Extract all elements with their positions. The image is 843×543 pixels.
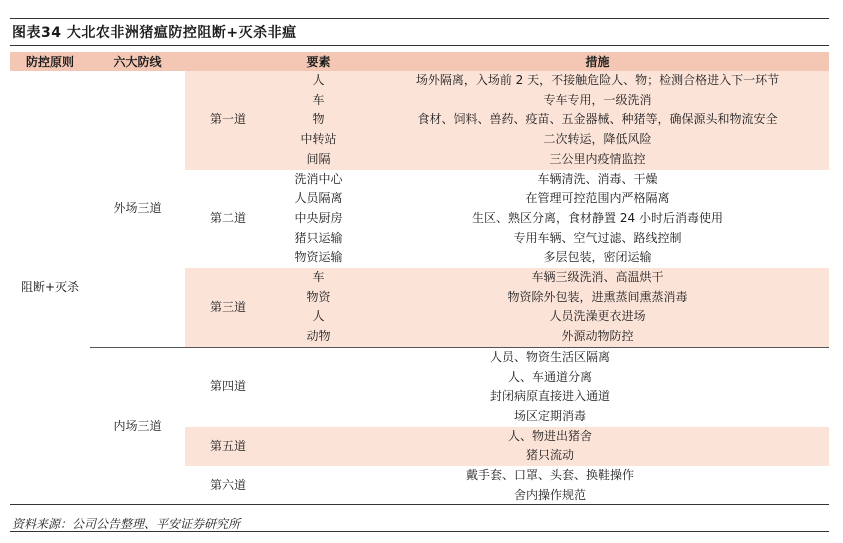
source-footer: [10, 504, 829, 533]
line-outer-cell: 外场三道: [113, 201, 162, 216]
header-principle: 防控原则: [10, 52, 90, 71]
measure-cell: 专用车辆、空气过滤、路线控制: [513, 230, 682, 245]
element-cell: 物: [271, 110, 366, 130]
measure-cell: 车辆清洗、消毒、干燥: [537, 171, 658, 186]
measure-cell: 物资除外包装，进熏蒸间熏蒸消毒: [366, 288, 829, 308]
measure-cell: 专车专用，一级洗消: [366, 91, 829, 111]
measure-cell: 舍内操作规范: [513, 487, 586, 502]
measure-cell: 人员、物资生活区隔离: [271, 347, 829, 367]
figure-title-bar: [10, 18, 829, 46]
measure-cell: 生区、熟区分离，食材静置 24 小时后消毒使用: [472, 210, 723, 225]
element-cell: 人员隔离: [294, 191, 343, 206]
measure-cell: 猪只流动: [271, 446, 829, 466]
header-channel: [185, 52, 271, 71]
measure-cell: 人、物进出猪舍: [271, 427, 829, 447]
element-cell: 猪只运输: [294, 230, 343, 245]
measure-cell: 车辆三级洗消、高温烘干: [366, 268, 829, 288]
element-cell: 中央厨房: [294, 210, 343, 225]
measure-cell: 人、车通道分离: [507, 369, 592, 384]
source-text: 资料来源：公司公告整理、平安证券研究所: [12, 517, 241, 531]
element-cell: 物资: [271, 288, 366, 308]
element-cell: 中转站: [271, 130, 366, 150]
principle-cell: 阻断+灭杀: [20, 280, 80, 295]
figure-title: 图表34 大北农非洲猪瘟防控阻断+灭杀非瘟: [12, 25, 297, 41]
channel-3-cell: 第三道: [185, 268, 271, 347]
measure-cell: 人员洗澡更衣进场: [366, 307, 829, 327]
element-cell: 车: [271, 268, 366, 288]
element-cell: 人: [271, 307, 366, 327]
element-cell: 洗消中心: [294, 171, 343, 186]
prevention-table: [10, 52, 829, 505]
measure-cell: 场区定期消毒: [513, 408, 586, 423]
measure-cell: 在管理可控范围内严格隔离: [525, 191, 670, 206]
table-row: [10, 347, 829, 367]
measure-cell: 场外隔离，入场前 2 天，不接触危险人、物；检测合格进入下一环节: [366, 71, 829, 91]
element-cell: 间隔: [271, 150, 366, 170]
measure-cell: 外源动物防控: [366, 327, 829, 347]
measure-cell: 三公里内疫情监控: [366, 150, 829, 170]
table-header-row: [10, 52, 829, 71]
channel-1-cell: 第一道: [185, 71, 271, 170]
element-cell: 车: [271, 91, 366, 111]
measure-cell: 封闭病原直接进入通道: [489, 389, 610, 404]
channel-4-cell: 第四道: [185, 347, 271, 426]
element-cell: 物资运输: [294, 250, 343, 265]
header-lines: 六大防线: [90, 52, 185, 71]
channel-5-cell: 第五道: [185, 427, 271, 466]
channel-2-cell: 第二道: [209, 210, 246, 225]
measure-cell: 二次转运，降低风险: [366, 130, 829, 150]
element-cell: 动物: [271, 327, 366, 347]
header-measure: 措施: [366, 52, 829, 71]
measure-cell: 食材、饲料、兽药、疫苗、五金器械、种猪等，确保源头和物流安全: [366, 110, 829, 130]
element-cell: 人: [271, 71, 366, 91]
measure-cell: 戴手套、口罩、头套、换鞋操作: [465, 468, 634, 483]
line-inner-cell: 内场三道: [90, 347, 185, 505]
measure-cell: 多层包装，密闭运输: [543, 250, 652, 265]
header-element: 要素: [271, 52, 366, 71]
channel-6-cell: 第六道: [209, 477, 246, 492]
table-row: [10, 71, 829, 91]
bottom-divider: [10, 531, 829, 532]
